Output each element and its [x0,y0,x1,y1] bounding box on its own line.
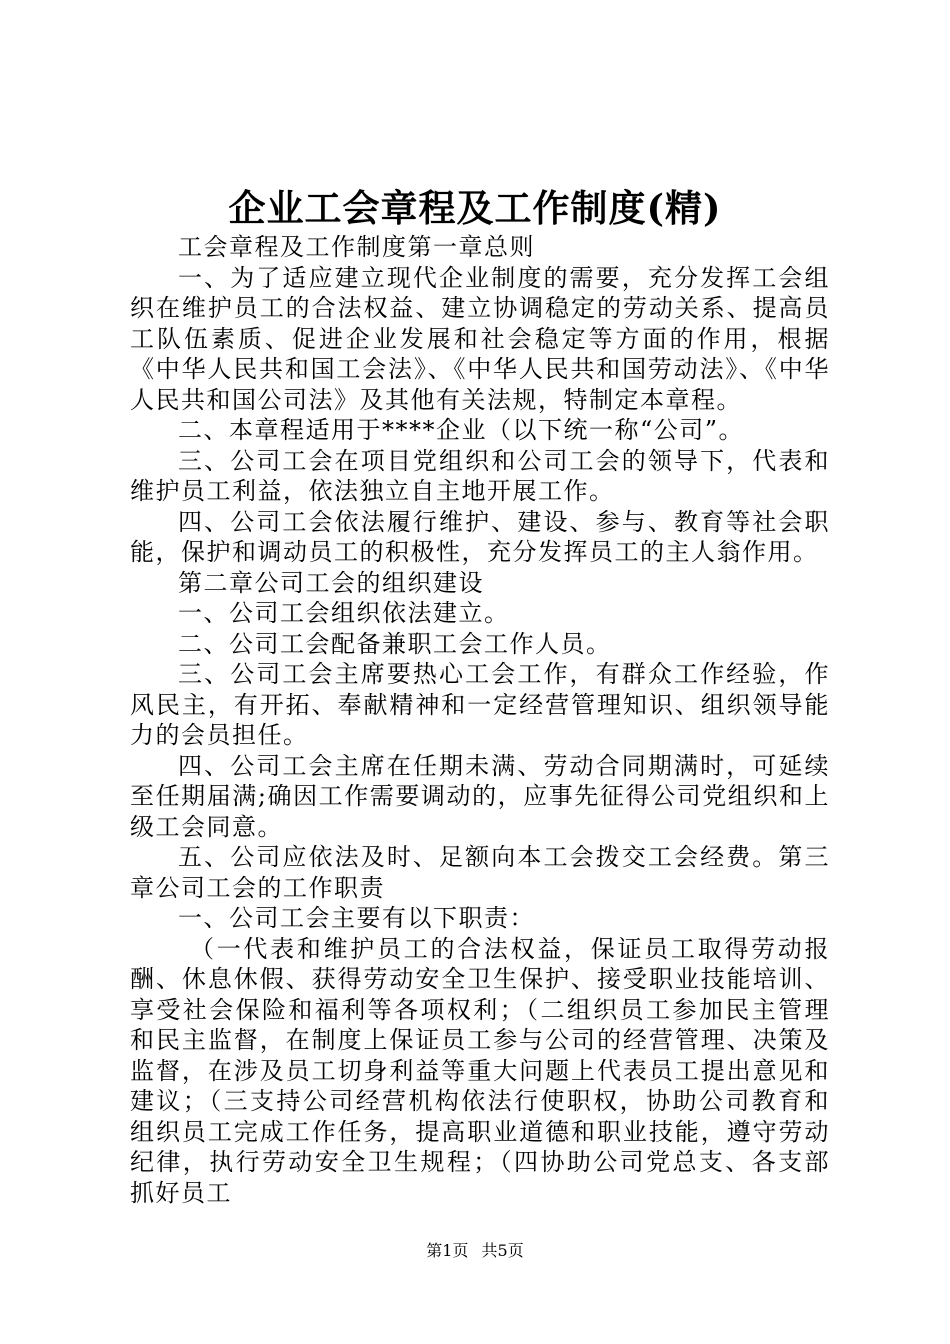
paragraph-chapter-heading: 工会章程及工作制度第一章总则 [178,233,535,261]
paragraph: 二、本章程适用于****企业（以下统一称“公司”。 [178,416,745,444]
page-footer [0,1241,950,1261]
document-body [130,232,830,1208]
page-number: 第1页 [426,1241,469,1260]
paragraph-duties-list: （一代表和维护员工的合法权益，保证员工取得劳动报酬、休息休假、获得劳动安全卫生保护、接受职业技能培训、享受社会保险和福利等各项权利；（二组织员工参加民主管理和民主监督，在制度上保证员工参与公司的经营管理、决策及监督，在涉及员工切身利益等重大问题上代表员工提出意见和建议；（三支持公司经营机构依法行使职权，协助公司教育和组织员工完成工作任务，提高职业道德和职业技能，遵守劳动纪律，执行劳动安全卫生规程；（四协助公司党总支、各支部抓好员工 [130,934,830,1207]
paragraph: 四、公司工会主席在任期未满、劳动合同期满时，可延续至任期届满;确因工作需要调动的，应事先征得公司党组织和上级工会同意。 [130,751,830,841]
paragraph: 二、公司工会配备兼职工会工作人员。 [178,629,612,658]
paragraph: 一、为了适应建立现代企业制度的需要，充分发挥工会组织在维护员工的合法权益、建立协调稳定的劳动关系、提高员工队伍素质、促进企业发展和社会稳定等方面的作用，根据《中华人民共和国工会法》、《中华人民共和国劳动法》、《中华人民共和国公司法》及其他有关法规，特制定本章程。 [130,263,830,414]
document-title: 企业工会章程及工作制度(精) [228,186,722,230]
page-total: 共5页 [481,1241,524,1260]
paragraph: 一、公司工会主要有以下职责： [178,904,535,932]
paragraph: 四、公司工会依法履行维护、建设、参与、教育等社会职能，保护和调动员工的积极性，充分发挥员工的主人翁作用。 [130,507,830,566]
paragraph: 五、公司应依法及时、足额向本工会拨交工会经费。第三章公司工会的工作职责 [130,843,830,902]
paragraph: 一、公司工会组织依法建立。 [178,599,510,627]
paragraph-chapter-heading: 第二章公司工会的组织建设 [178,568,484,597]
paragraph: 三、公司工会在项目党组织和公司工会的领导下，代表和维护员工利益，依法独立自主地开展工作。 [130,446,830,505]
paragraph: 三、公司工会主席要热心工会工作，有群众工作经验，作风民主，有开拓、奉献精神和一定经营管理知识、组织领导能力的会员担任。 [130,660,830,749]
